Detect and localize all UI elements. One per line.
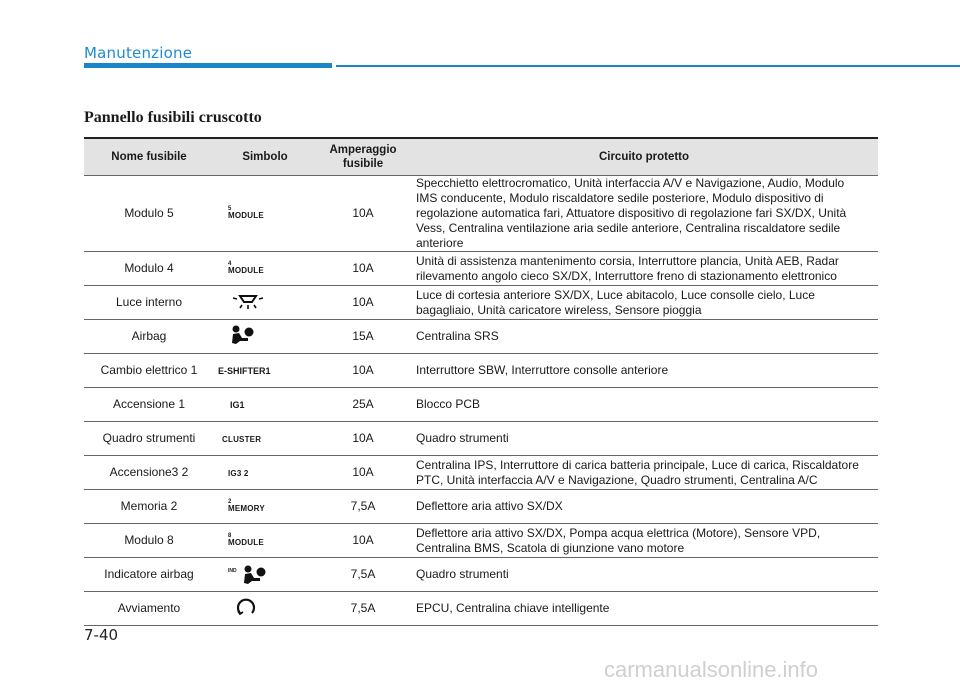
airbag-indicator-icon: IND <box>214 558 316 592</box>
page-heading: Pannello fusibili cruscotto <box>84 109 262 126</box>
fuse-circuit: Luce di cortesia anteriore SX/DX, Luce abitacolo, Luce consolle cielo, Luce bagagliaio, Unità caricatore wireless, Sensore pioggia <box>410 286 878 320</box>
module-symbol-icon: 5 MODULE <box>214 176 316 252</box>
fuse-name: Indicatore airbag <box>84 558 214 592</box>
fuse-circuit: EPCU, Centralina chiave intelligente <box>410 592 878 626</box>
section-title: Manutenzione <box>84 44 193 62</box>
fuse-circuit: Centralina SRS <box>410 320 878 354</box>
fuse-amperage: 10A <box>316 354 410 388</box>
cluster-symbol-icon: CLUSTER <box>214 422 316 456</box>
table-row <box>84 388 878 422</box>
table-row <box>84 176 878 252</box>
fuse-circuit: Deflettore aria attivo SX/DX <box>410 490 878 524</box>
module-symbol-icon: 8 MODULE <box>214 524 316 558</box>
fuse-amperage: 10A <box>316 524 410 558</box>
fuse-name: Modulo 4 <box>84 252 214 286</box>
table-row <box>84 320 878 354</box>
fuse-amperage: 15A <box>316 320 410 354</box>
fuse-amperage: 10A <box>316 252 410 286</box>
table-row <box>84 286 878 320</box>
fuse-circuit: Deflettore aria attivo SX/DX, Pompa acqua elettrica (Motore), Sensore VPD, Centralina BMS, Scatola di giunzione vano motore <box>410 524 878 558</box>
fuse-name: Modulo 8 <box>84 524 214 558</box>
fuse-name: Memoria 2 <box>84 490 214 524</box>
memory-symbol-icon: 2 MEMORY <box>214 490 316 524</box>
column-header-name: Nome fusibile <box>84 138 214 176</box>
e-shifter-symbol-icon: E-SHIFTER1 <box>214 354 316 388</box>
fuse-name: Luce interno <box>84 286 214 320</box>
fuse-name: Accensione 1 <box>84 388 214 422</box>
module-symbol-icon: 4 MODULE <box>214 252 316 286</box>
table-row <box>84 354 878 388</box>
fuse-name: Cambio elettrico 1 <box>84 354 214 388</box>
fuse-amperage: 7,5A <box>316 558 410 592</box>
fuse-amperage: 10A <box>316 456 410 490</box>
table-row <box>84 252 878 286</box>
fuse-name: Quadro strumenti <box>84 422 214 456</box>
fuse-amperage: 25A <box>316 388 410 422</box>
fuse-table <box>84 137 878 626</box>
column-header-amperage: Amperaggio fusibile <box>316 138 410 176</box>
fuse-circuit: Blocco PCB <box>410 388 878 422</box>
ig3-symbol-icon: IG3 2 <box>214 456 316 490</box>
table-row <box>84 558 878 592</box>
fuse-amperage: 10A <box>316 286 410 320</box>
fuse-amperage: 10A <box>316 422 410 456</box>
fuse-name: Airbag <box>84 320 214 354</box>
start-icon <box>214 592 316 626</box>
page-number: 7-40 <box>84 626 119 644</box>
watermark: carmanualsonline.info <box>604 657 819 682</box>
header-bar-accent <box>84 63 332 68</box>
fuse-circuit: Quadro strumenti <box>410 558 878 592</box>
fuse-circuit: Interruttore SBW, Interruttore consolle anteriore <box>410 354 878 388</box>
fuse-amperage: 10A <box>316 176 410 252</box>
fuse-name: Accensione3 2 <box>84 456 214 490</box>
airbag-icon <box>214 320 316 354</box>
column-header-symbol: Simbolo <box>214 138 316 176</box>
fuse-name: Avviamento <box>84 592 214 626</box>
table-header-row <box>84 138 878 176</box>
table-row <box>84 490 878 524</box>
fuse-amperage: 7,5A <box>316 490 410 524</box>
table-row <box>84 422 878 456</box>
fuse-circuit: Quadro strumenti <box>410 422 878 456</box>
fuse-circuit: Unità di assistenza mantenimento corsia, Interruttore plancia, Unità AEB, Radar rilevamento angolo cieco SX/DX, Interruttore freno di stazionamento elettronico <box>410 252 878 286</box>
fuse-circuit: Specchietto elettrocromatico, Unità interfaccia A/V e Navigazione, Audio, Modulo IMS conducente, Modulo riscaldatore sedile posteriore, Modulo dispositivo di regolazione automatica fari, Attuatore dispositivo di regolazione fari SX/DX, Unità Vess, Centralina ventilazione aria sedile anteriore, Centralina riscaldatore sedile anteriore <box>410 176 878 252</box>
column-header-circuit: Circuito protetto <box>410 138 878 176</box>
table-row <box>84 524 878 558</box>
interior-lamp-icon <box>214 286 316 320</box>
table-row <box>84 456 878 490</box>
header-bar-line <box>336 65 960 67</box>
fuse-amperage: 7,5A <box>316 592 410 626</box>
table-row <box>84 592 878 626</box>
fuse-circuit: Centralina IPS, Interruttore di carica batteria principale, Luce di carica, Riscaldatore PTC, Unità interfaccia A/V e Navigazione, Quadro strumenti, Centralina A/C <box>410 456 878 490</box>
ig1-symbol-icon: IG1 <box>214 388 316 422</box>
fuse-name: Modulo 5 <box>84 176 214 252</box>
